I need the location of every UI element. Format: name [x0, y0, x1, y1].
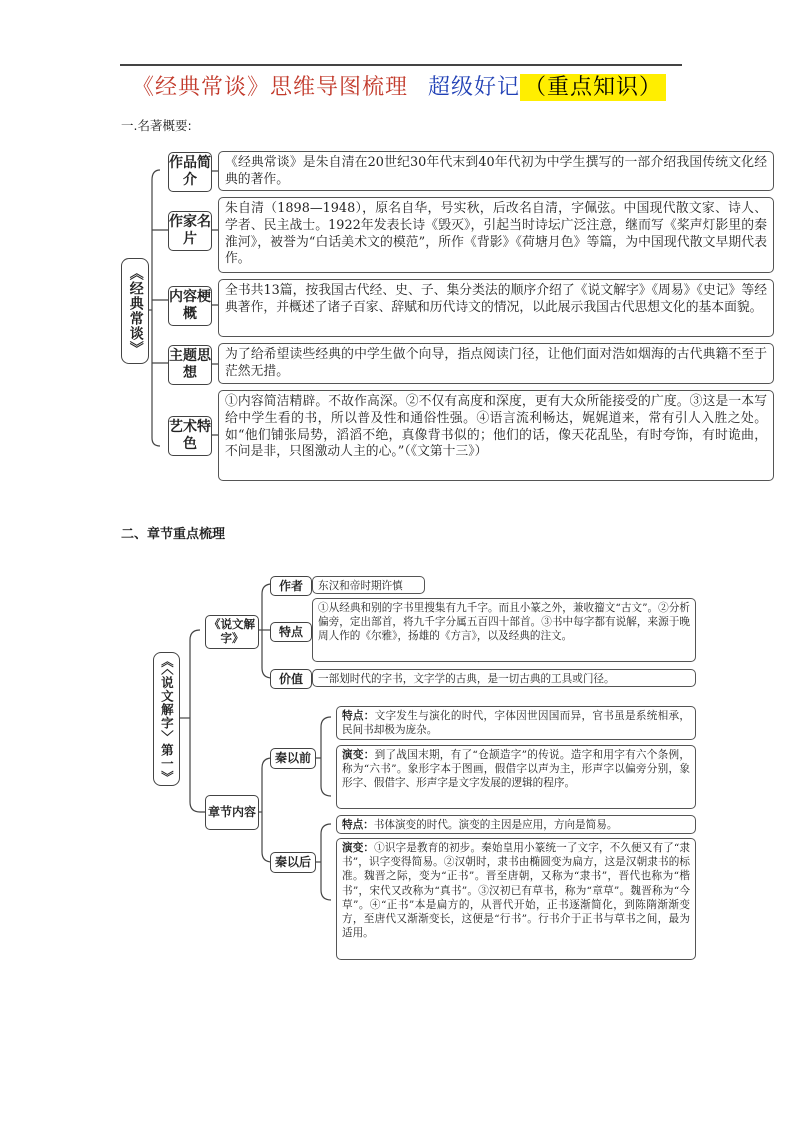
node-after-qin: 秦以后: [270, 852, 316, 873]
text-value: 一部划时代的字书，文字学的古典，是一切古典的工具或门径。: [312, 669, 696, 687]
text-author: 东汉和帝时期许慎: [312, 576, 425, 594]
node-chapter-content: 章节内容: [205, 795, 259, 830]
node-author: 作者: [270, 576, 312, 596]
label-features: 特点：: [342, 710, 375, 722]
text-after-qin-evolution: [336, 838, 696, 960]
node-content-summary: 内容梗概: [168, 286, 212, 326]
title-highlight: （重点知识）: [520, 74, 666, 101]
node-value: 价值: [270, 669, 312, 689]
node-features: 特点: [270, 622, 312, 642]
text-before-qin-features: [336, 706, 696, 740]
label-features: 特点：: [342, 819, 374, 831]
label-evolution: 演变：: [342, 749, 375, 761]
text-features: ①从经典和别的字书里搜集有九千字。而且小篆之外，兼收籀文“古文”。②分析偏旁，定出部首，将九千字分属五百四十部首。③书中每字都有说解，来源于晚周人作的《尔雅》，扬雄的《方言》，以及经典的注文。: [312, 598, 696, 662]
text-author-card: 朱自清（1898—1948），原名自华，号实秋，后改名自清，字佩弦。中国现代散文家、诗人、学者、民主战士。1922年发表长诗《毁灭》，引起当时诗坛广泛注意，继而写《桨声灯影里的秦淮河》，被誉为“白话美术文的模范”，所作《背影》《荷塘月色》等篇，为中国现代散文早期代表作。: [218, 197, 774, 273]
text-theme: 为了给希望读些经典的中学生做个向导，指点阅读门径，让他们面对浩如烟海的古代典籍不至于茫然无措。: [218, 343, 774, 384]
node-author-card: 作家名片: [168, 211, 212, 251]
text-after-qin-features: [336, 815, 696, 834]
content: 书体演变的时代。演变的主因是应用，方向是简易。: [373, 819, 618, 831]
section1-heading: 一.名著概要:: [121, 118, 192, 133]
shuowen-root: 《〈说文解字〉第一》: [153, 652, 180, 786]
content: 文字发生与演化的时代，字体因世因国而异，官书虽是系统相承，民间书却极为庞杂。: [342, 710, 691, 737]
node-art-features: 艺术特色: [168, 416, 212, 456]
text-works-intro: 《经典常谈》是朱自清在20世纪30年代末到40年代初为中学生撰写的一部介绍我国传统文化经典的著作。: [218, 151, 774, 191]
label-evolution: 演变：: [342, 842, 375, 854]
text-before-qin-evolution: [336, 745, 696, 809]
text-art-features: ①内容简洁精辟。不故作高深。②不仅有高度和深度，更有大众所能接受的广度。③这是一本写给中学生看的书，所以普及性和通俗性强。④语言流利畅达，娓娓道来，常有引人入胜之处。如“他们铺张局势，滔滔不绝，真像背书似的；他们的话，像天花乱坠，有时夸饰，有时诡曲，不问是非，只图激动人主的心。”（《文第十三》）: [218, 390, 774, 481]
title-blue: 超级好记: [428, 75, 521, 100]
node-theme: 主题思想: [168, 345, 212, 385]
content: ①识字是教育的初步。秦始皇用小篆统一了文字，不久便又有了“隶书”，识字变得简易。②汉朝时，隶书由椭圆变为扁方，这是汉朝隶书的标准。魏晋之际，变为“正书”。晋至唐朝，又称为“隶书”，晋代也称为“楷书”，宋代又改称为“真书”。③汉初已有草书，称为“章草”。魏晋称为“今草”。④“正书”本是扁方的，从晋代开始，正书逐渐简化，到陈隋渐渐变方，至唐代又渐渐变长，这便是“行书”。行书介于正书与草书之间，最为适用。: [342, 842, 690, 940]
title-main: 《经典常谈》思维导图梳理: [132, 75, 409, 100]
node-works-intro: 作品简介: [168, 152, 212, 192]
content: 到了战国末期，有了“仓颉造字”的传说。造字和用字有六个条例，称为“六书”。象形字本于图画，假借字以声为主，形声字以偏旁分别，象形字、假借字、形声字是文字发展的逻辑的程序。: [342, 749, 690, 790]
text-content-summary: 全书共13篇，按我国古代经、史、子、集分类法的顺序介绍了《说文解字》《周易》《史记》等经典著作，并概述了诸子百家、辞赋和历代诗文的情况，以此展示我国古代思想文化的基本面貌。: [218, 279, 774, 337]
overview-root: 《经典常谈》: [121, 258, 149, 364]
section2-heading: 二、章节重点梳理: [121, 527, 226, 542]
node-before-qin: 秦以前: [270, 748, 316, 769]
node-shuowen-book: 《说文解字》: [205, 615, 259, 649]
